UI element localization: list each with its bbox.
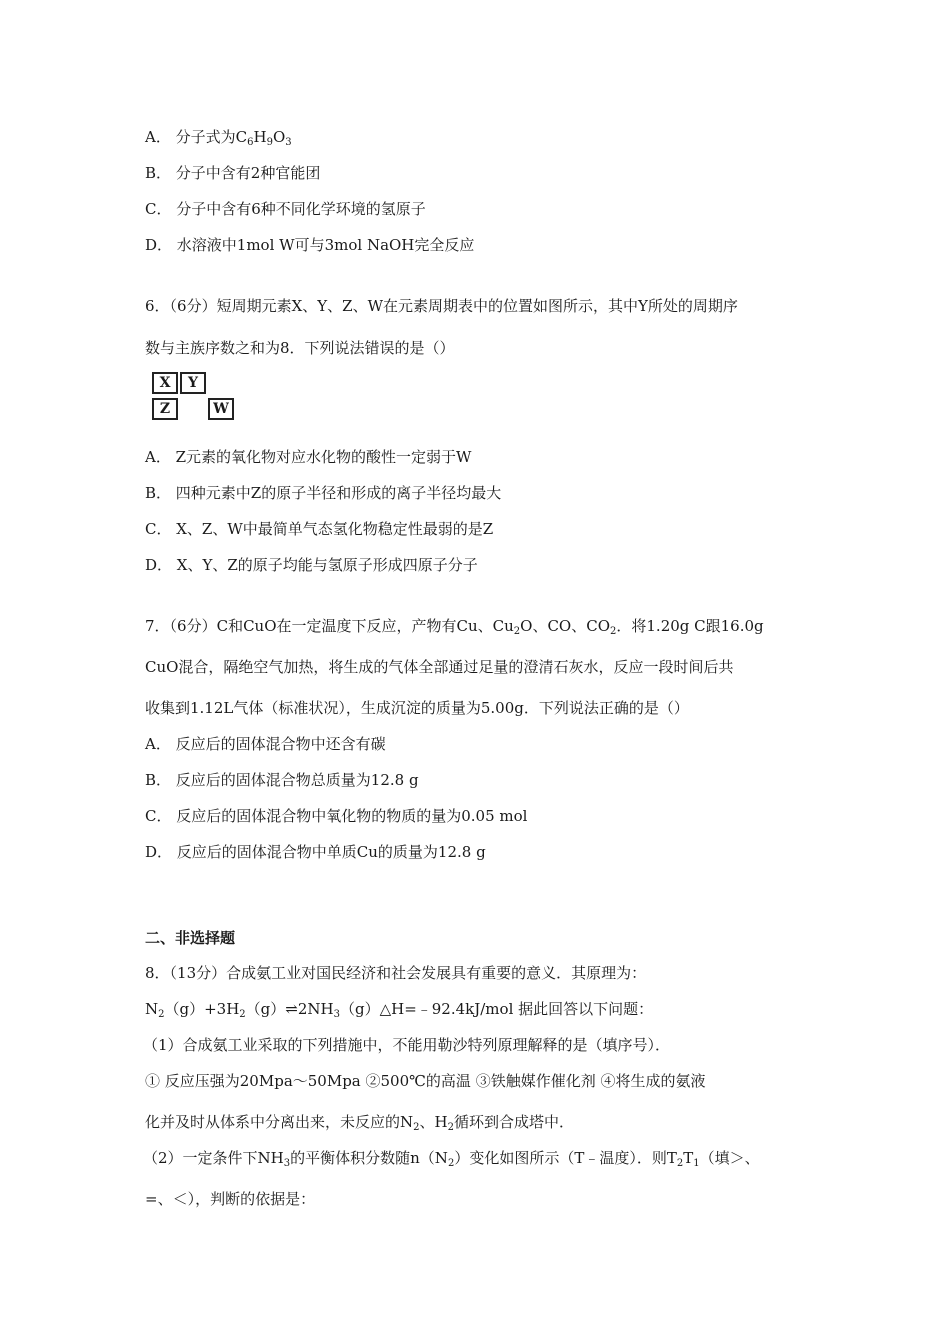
q8-equation: $N_2(g)+3H_2(g)\rightleftharpoons 2NH_3(g)\triangle H=﹣92.4kJ$/mol 据此回答以下问题：: [145, 1000, 654, 1020]
q6-option-a: A． Z元素的氧化物对应水化物的酸性一定弱于W: [145, 448, 472, 466]
cell-z: Z: [152, 398, 178, 420]
q8-part1-options: ① 反应压强为20Mpa～50Mpa ②500℃的高温 ③铁触媒作催化剂 ④将生成的氨液: [145, 1072, 706, 1090]
q6-option-b: B． 四种元素中Z的原子半径和形成的离子半径均最大: [145, 484, 502, 502]
periodic-table-figure: [152, 372, 238, 422]
q7-stem-line3: 收集到1.12L气体（标准状况），生成沉淀的质量为5.00g．下列说法正确的是（）: [145, 699, 689, 717]
cell-w: W: [208, 398, 234, 420]
cell-y: Y: [180, 372, 206, 394]
q5-option-a: A． 分子式为$C_6H_9O_3$: [145, 128, 292, 148]
cell-x: X: [152, 372, 178, 394]
q6-option-d: D． X、Y、Z的原子均能与氢原子形成四原子分子: [145, 556, 478, 574]
q7-option-d: D． 反应后的固体混合物中单质Cu的质量为12.8 g: [145, 843, 486, 861]
q7-option-b: B． 反应后的固体混合物总质量为12.8 g: [145, 771, 419, 789]
section-heading: 二、非选择题: [145, 929, 236, 947]
q8-part1-continued: 化并及时从体系中分离出来，未反应的$N_2$、$H_2$循环到合成塔中．: [145, 1113, 574, 1133]
q8-part2-continued: =、＜），判断的依据是：: [145, 1190, 316, 1208]
q6-stem-line1: 6．（6分）短周期元素X、Y、Z、W在元素周期表中的位置如图所示，其中Y所处的周期序: [145, 297, 738, 315]
q6-stem-line2: 数与主族序数之和为8．下列说法错误的是（）: [145, 339, 455, 357]
q7-stem-line1: 7．（6分）C和CuO在一定温度下反应，产物有Cu、$Cu_2O$、CO、$CO_2$．将1.20g C跟16.0g: [145, 617, 764, 637]
q8-part2: （2）一定条件下$NH_3$的平衡体积分数随$n(N_2)$变化如图所示（T﹣温度）．则$T_2T_1$（填＞、: [143, 1149, 760, 1169]
q7-option-a: A． 反应后的固体混合物中还含有碳: [145, 735, 386, 753]
q5-option-c: C． 分子中含有6种不同化学环境的氢原子: [145, 200, 426, 218]
q5-option-b: B． 分子中含有2种官能团: [145, 164, 321, 182]
q8-stem: 8．（13分）合成氨工业对国民经济和社会发展具有重要的意义．其原理为：: [145, 964, 647, 982]
q7-option-c: C． 反应后的固体混合物中氧化物的物质的量为0.05 mol: [145, 807, 528, 825]
q8-part1: （1）合成氨工业采取的下列措施中，不能用勒沙特列原理解释的是（填序号）．: [143, 1036, 671, 1054]
q6-option-c: C． X、Z、W中最简单气态氢化物稳定性最弱的是Z: [145, 520, 494, 538]
q5-option-d: D． 水溶液中1mol W可与3mol NaOH完全反应: [145, 236, 475, 254]
q7-stem-line2: CuO混合，隔绝空气加热，将生成的气体全部通过足量的澄清石灰水，反应一段时间后共: [145, 658, 734, 676]
